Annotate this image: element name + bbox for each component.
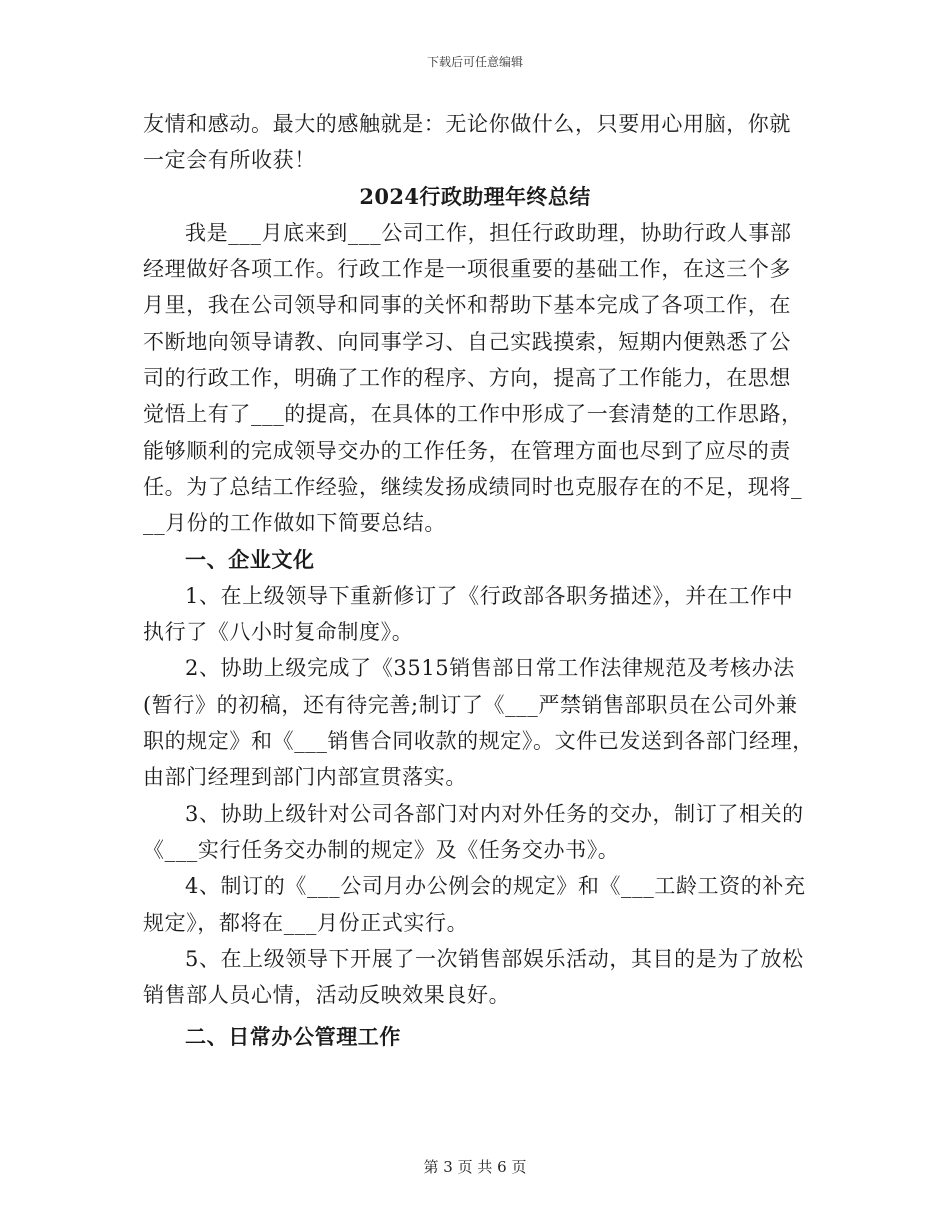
body-line: 月里，我在公司领导和同事的关怀和帮助下基本完成了各项工作，在 (143, 293, 791, 318)
body-line: 任。为了总结工作经验，继续发扬成绩同时也克服存在的不足，现将_ (143, 474, 803, 499)
body-line: 一定会有所收获！ (143, 148, 316, 173)
list-item: 2、协助上级完成了《3515销售部日常工作法律规范及考核办法 (185, 656, 795, 681)
body-line: __月份的工作做如下简要总结。 (143, 511, 446, 536)
body-line: 职的规定》和《___销售合同收款的规定》。文件已发送到各部门经理， (143, 729, 814, 754)
section-heading: 一、企业文化 (185, 546, 315, 572)
section-heading: 二、日常办公管理工作 (185, 1024, 401, 1050)
page-header: 下载后可任意编辑 (426, 55, 523, 69)
body-line: 不断地向领导请教、向同事学习、自己实践摸索，短期内便熟悉了公 (143, 329, 791, 354)
document-body (143, 106, 814, 1056)
body-line: 《___实行任务交办制的规定》及《任务交办书》。 (143, 837, 620, 862)
body-line: 经理做好各项工作。行政工作是一项很重要的基础工作，在这三个多 (143, 257, 791, 282)
body-line: 执行了《八小时复命制度》。 (143, 620, 414, 645)
body-line: 由部门经理到部门内部宣贯落实。 (143, 765, 467, 790)
list-item: 3、协助上级针对公司各部门对内对外任务的交办，制订了相关的 (185, 801, 804, 826)
body-line: 我是___月底来到___公司工作，担任行政助理，协助行政人事部 (185, 220, 792, 245)
body-line: 觉悟上有了___的提高，在具体的工作中形成了一套清楚的工作思路， (143, 402, 803, 427)
body-line: 友情和感动。最大的感触就是：无论你做什么，只要用心用脑，你就 (143, 112, 791, 136)
list-item: 1、在上级领导下重新修订了《行政部各职务描述》，并在工作中 (185, 583, 794, 608)
body-line: (暂行》的初稿，还有待完善;制订了《___严禁销售部职员在公司外兼 (143, 692, 798, 717)
body-line: 司的行政工作，明确了工作的程序、方向，提高了工作能力，在思想 (143, 366, 791, 391)
page-footer: 第 3 页 共 6 页 (423, 1158, 527, 1176)
list-item: 4、制订的《___公司月办公例会的规定》和《___工龄工资的补充 (185, 874, 806, 899)
body-line: 能够顺利的完成领导交办的工作任务，在管理方面也尽到了应尽的责 (143, 438, 791, 463)
body-line: 规定》，都将在___月份正式实行。 (143, 910, 469, 935)
body-line: 销售部人员心情，活动反映效果良好。 (143, 983, 511, 1008)
document-title: 2024行政助理年终总结 (359, 183, 591, 209)
list-item: 5、在上级领导下开展了一次销售部娱乐活动，其目的是为了放松 (185, 946, 804, 971)
